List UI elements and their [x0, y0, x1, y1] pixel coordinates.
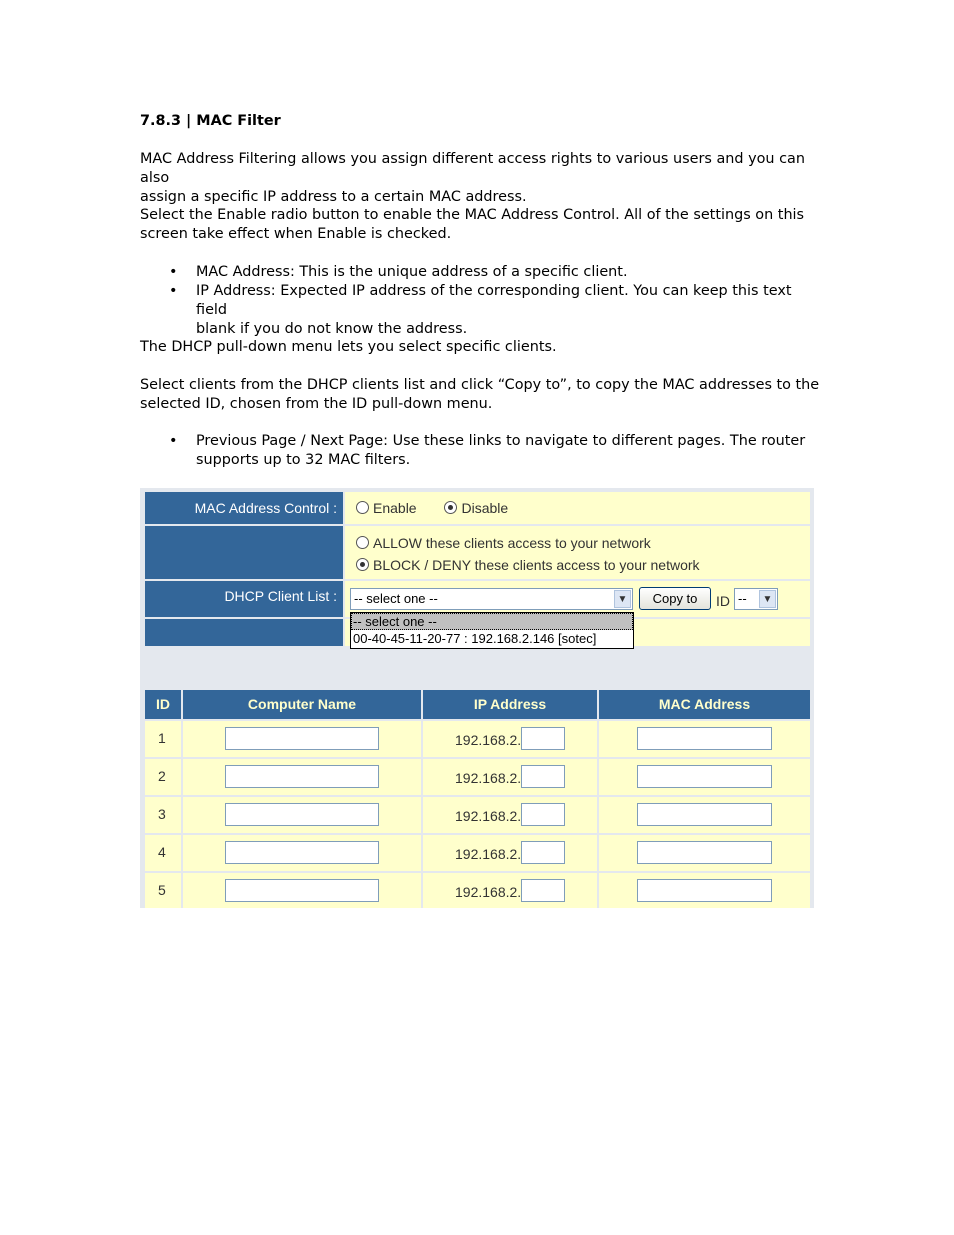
column-header-id: ID	[145, 690, 181, 719]
intro-paragraph	[140, 150, 820, 207]
bullet-icon: •	[169, 283, 178, 299]
empty-label-cell	[145, 619, 343, 646]
id-selected-value: --	[738, 591, 747, 606]
computer-name-input[interactable]	[225, 841, 379, 864]
computer-name-cell	[183, 873, 421, 908]
section-heading: 7.8.3 | MAC Filter	[140, 113, 281, 129]
computer-name-cell	[183, 835, 421, 871]
radio-selected-icon[interactable]	[444, 501, 457, 514]
id-cell	[145, 873, 181, 908]
id-cell	[145, 835, 181, 871]
block-radio[interactable]	[356, 554, 810, 576]
computer-name-cell	[183, 721, 421, 757]
column-header-mac-address: MAC Address	[599, 690, 810, 719]
dropdown-option-select-one[interactable]: -- select one --	[351, 613, 633, 630]
bullet-text-line-2: blank if you do not know the address.	[196, 321, 468, 337]
bullet-navigation	[140, 432, 820, 470]
bullet-mac-address	[140, 263, 820, 282]
ip-prefix: 192.168.2.	[455, 846, 522, 862]
radio-icon[interactable]	[356, 501, 369, 514]
id-cell	[145, 797, 181, 833]
mac-address-cell	[599, 873, 810, 908]
computer-name-input[interactable]	[225, 727, 379, 750]
ip-address-cell	[423, 759, 597, 795]
dhcp-client-label: DHCP Client List :	[145, 581, 343, 617]
row-id: 2	[158, 768, 166, 784]
mac-address-cell	[599, 759, 810, 795]
mac-filter-screenshot	[140, 488, 814, 908]
ip-prefix: 192.168.2.	[455, 770, 522, 786]
mac-address-input[interactable]	[637, 803, 772, 826]
mac-control-options	[345, 492, 810, 524]
computer-name-cell	[183, 759, 421, 795]
field-bullet-list	[140, 263, 820, 339]
row-id: 4	[158, 844, 166, 860]
computer-name-input[interactable]	[225, 803, 379, 826]
enable-label: Enable	[373, 500, 417, 516]
mac-address-input[interactable]	[637, 879, 772, 902]
allow-label: ALLOW these clients access to your network	[373, 535, 651, 551]
copy-line-1: Select clients from the DHCP clients list and click “Copy to”, to copy the MAC addresses to the	[140, 377, 820, 393]
bullet-ip-address	[140, 282, 820, 339]
intro-line-2: assign a specific IP address to a certain MAC address.	[140, 189, 527, 205]
dhcp-paragraph: The DHCP pull-down menu lets you select specific clients.	[140, 339, 557, 355]
enable-radio[interactable]	[356, 500, 420, 516]
column-header-ip-address: IP Address	[423, 690, 597, 719]
bullet-text-line-1: Previous Page / Next Page: Use these links to navigate to different pages. The router	[196, 433, 806, 449]
enable-line-2: screen take effect when Enable is checked.	[140, 226, 452, 242]
ip-suffix-input[interactable]	[521, 727, 565, 750]
navigation-bullet-list	[140, 432, 820, 470]
policy-options	[345, 526, 810, 579]
bullet-text: MAC Address: This is the unique address of a specific client.	[196, 264, 628, 280]
ip-prefix: 192.168.2.	[455, 884, 522, 900]
disable-radio[interactable]	[444, 500, 508, 516]
intro-line-1: MAC Address Filtering allows you assign different access rights to various users and you can also	[140, 151, 805, 186]
allow-radio[interactable]	[356, 532, 810, 554]
ip-address-cell	[423, 835, 597, 871]
radio-icon[interactable]	[356, 536, 369, 549]
radio-selected-icon[interactable]	[356, 558, 369, 571]
computer-name-input[interactable]	[225, 879, 379, 902]
ip-suffix-input[interactable]	[521, 803, 565, 826]
row-id: 5	[158, 882, 166, 898]
dhcp-dropdown-list[interactable]	[350, 612, 634, 649]
block-label: BLOCK / DENY these clients access to your network	[373, 557, 700, 573]
mac-address-input[interactable]	[637, 841, 772, 864]
enable-line-1: Select the Enable radio button to enable the MAC Address Control. All of the settings on this	[140, 207, 805, 223]
id-cell	[145, 759, 181, 795]
chevron-down-icon[interactable]: ▼	[759, 590, 776, 608]
copy-line-2: selected ID, chosen from the ID pull-down menu.	[140, 396, 493, 412]
ip-suffix-input[interactable]	[521, 841, 565, 864]
enable-paragraph	[140, 206, 820, 244]
column-header-computer-name: Computer Name	[183, 690, 421, 719]
mac-address-cell	[599, 835, 810, 871]
copy-paragraph	[140, 376, 820, 414]
dropdown-option-client[interactable]: 00-40-45-11-20-77 : 192.168.2.146 [sotec]	[353, 631, 597, 646]
ip-prefix: 192.168.2.	[455, 808, 522, 824]
id-label: ID	[716, 593, 730, 609]
mac-address-cell	[599, 797, 810, 833]
copy-to-button[interactable]: Copy to	[639, 587, 711, 610]
ip-prefix: 192.168.2.	[455, 732, 522, 748]
ip-suffix-input[interactable]	[521, 765, 565, 788]
bullet-icon: •	[169, 264, 178, 280]
row-id: 3	[158, 806, 166, 822]
dhcp-client-select[interactable]	[350, 588, 633, 610]
disable-label: Disable	[461, 500, 509, 516]
bullet-text-line-2: supports up to 32 MAC filters.	[196, 452, 411, 468]
mac-address-input[interactable]	[637, 727, 772, 750]
ip-address-cell	[423, 721, 597, 757]
chevron-down-icon[interactable]: ▼	[614, 590, 631, 608]
bullet-text-line-1: IP Address: Expected IP address of the corresponding client. You can keep this text field	[196, 283, 792, 318]
mac-control-label: MAC Address Control :	[145, 492, 343, 524]
mac-address-input[interactable]	[637, 765, 772, 788]
computer-name-cell	[183, 797, 421, 833]
id-cell	[145, 721, 181, 757]
row-id: 1	[158, 730, 166, 746]
ip-suffix-input[interactable]	[521, 879, 565, 902]
ip-address-cell	[423, 873, 597, 908]
policy-label-cell	[145, 526, 343, 579]
dhcp-selected-value: -- select one --	[354, 591, 438, 606]
computer-name-input[interactable]	[225, 765, 379, 788]
bullet-icon: •	[169, 433, 178, 449]
id-select[interactable]	[734, 588, 778, 610]
mac-address-cell	[599, 721, 810, 757]
ip-address-cell	[423, 797, 597, 833]
